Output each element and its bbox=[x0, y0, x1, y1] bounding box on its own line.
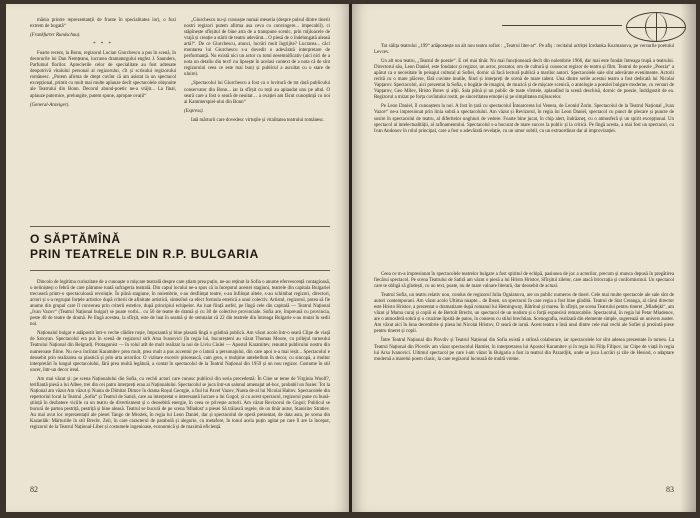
paragraph: Naționalul bulgar e adăpostit într-o veche clădire roșie, împozantă și bine plasată lîngă o grădină publică. Am văzut acolo într-o seară Clipe de viață de Saroyan. Spectacolul era pus în scenă de regizorul sirb Arsa Ivanovici (în regia lui, bucureșteni au văzut Thomas Moore, cu prilejul turneului Teatrului Național din Belgrad). Protagonist — în rolul atît de mult realizat la noi de Liviu Ciulei — Apostol Karamitev, renumit publicului nostru din numeroase filme. Nu ne-a încîntat Karamitev prea mult, prea mult a pus accentul pe o latură a personajului, din care apoi n-a mai ieșit... Spectacolul e deosebit prin realizarea sa plastică și prin arta actorilor. O vizitare excesiv pitorească, cam grea, o mulțime antebellum în decor, cu sincopă, a multor interpretări în lungul spectacolului, fără prea multă legătură, a contat în spectacolul de la Teatrul Național din 1959 și un nou regizor. Costume în stil uncer, într-un decor ireal. bbox=[30, 331, 330, 373]
left-page bbox=[6, 4, 350, 512]
left-top-column-1 bbox=[30, 18, 176, 112]
page-number: 82 bbox=[30, 485, 38, 494]
paragraph: Am mai văzut și: pe scena Naționalului din Sofia, cu vechii actori care cunosc publicul din seria precedentă: În Cine se teme de Virginia Woolf?, terifiantă piesă a lui Albee, trei din cei patru interpreți erau ai Naționalului. Spectacolul se juca într-un salonul amenajat ad-hoc, probabil un foaier. Tot la Național am văzut Am văzut și Nunta de Dimitar Dimov în drama Roșul Georgie, a fiul lui Pavel Vazov, Nunta de-al lui Nicolai Haitov. Spectacolele din repertoriul local la Teatrul „Sofia“ și Teatrul de Satiră, care au interpretat o interesantă lucrare a lui Gogol; și cu acest spectacol, regizorul pune cu bună-știință în dezbatere viciile ca un teatru de divertisment și o deosebită energie, în ceea ce privește actorii. Am văzut Revizorul de Gogol; Publicul se bucură de partea pestriță, pestriță și bine aleasă. Teatrul se bucură de pe scena 'Mladost' a piesei Să trăiască regele, de un tînăr autor, Stanislav Stratiev. Au mai avut loc reprezentații ale piesei Tango de Mrożek, în regia lui Leon Daniel, dar și spectacolul de operă prezentat, de data asta, pe scena din Kazanlăk: Mărturiile în stil Brecht. Zeii, în care caracterul de parabolă și alegorie, cu metafore, în tonul acela puțin agitat pe care îl are la început, regizorul de la Teatrul Național-Liber și costumele ingenioase, economică și de maximă eficiență. bbox=[30, 376, 330, 431]
page-edge-shadow bbox=[680, 4, 696, 512]
headline-line-2: PRIN TEATRELE DIN R.P. BULGARIA bbox=[30, 247, 259, 261]
section-separator: * * * bbox=[93, 42, 113, 48]
paragraph: Pe Leon Daniel, îl cunoaștem la noi. A fost în țară cu spectacolul Întoarcerea lui Venera, de Leonid Zorin. Spectacolul de la Teatrul Național „Ivan Vazov“ ne-a impresionat prin linia sobră a spectacolului. Am văzut și Revizorul, în regia lui Leon Daniel, spectacol cu punct de plecare și puncte de sosire în spectacolul de teatru, al diferitelor unghiuri de vedere. Foarte bine jucat, în chip alert, îndrăzneț, cu o atmosferă și un spirit excepțional. Un spectacol al intelectualității, al rafinamentului. Spectacolul s-a bucurat de mare succes la public și la critică. Pe lîngă acesta, a mai fost un spectacol, cu Ivan Andonov în rolul principal, care a fost o adevărată revelație, cu un umor subtil, cu un extraordinar dar al improvizației. bbox=[374, 104, 674, 134]
rule bbox=[30, 270, 330, 271]
paragraph: mânia printre reprezentanții de frunte în specialitatea lor), o fuzi extrem de bogată“ bbox=[30, 18, 176, 30]
paragraph: Iată mărturii care dovedesc virtuțile și vitalitatea teatrului românesc. bbox=[191, 117, 325, 123]
rule bbox=[30, 226, 330, 227]
paragraph: Între Teatrul Național din Plovdiv și Teatrul Național din Sofia există o strînsă colaborare, iar spectacolele lor sînt adesea prezentate în turneu. La Teatrul Național din Plovdiv am văzut spectacolul Hamlet, în interpretarea lui Apostol Karamitev și în regia lui Filip Filipov, iar Clipe de viață în regia lui Arsa Ivanovici. Ultimul spectacol pe care l-am văzut în Bulgaria a fost la teatrul din Pazardjik, unde se juca Lucrări și zile de Hesiod, o adaptare modernă a marelui poem clasic, la care regizorul lucrează de multă vreme. bbox=[374, 338, 674, 362]
source-citation: (Express). bbox=[184, 108, 204, 114]
paragraph: Tot sălița teatrului „199“ adăpostește un alt nou teatru sofiot : „Teatrul liter-ar“. Pe afiș : recitalul actriței Iordanka Kuzmanova, pe versurile poetului Levcev. bbox=[374, 44, 674, 56]
paragraph: Un alt nou teatru, „Teatrul de poezie“. E cel mai tînăr. Nu mai funcționează decît din noiembrie 1966, dar mai este fondat întreaga trupă a teatrului. Directorul său, Leon Daniel, este fondator și regizor, un actor, prozator, om de cultură și cunoscut regizor de teatru și film. Teatrul de poezie „Poezia“ a apărut ca o necesitate în peisajul cultural al Sofiei, dornic să facă lectură publică a marilor autori. Spectacolele sale sînt adevărate evenimente. Actorii recită cu o mare plăcere, fără cuvinte inutile, fiind și interpreți de scenă de mare talent. Una dintre serile acestui teatru a fost dedicată lui Nicolai Vapțarov. Spectacolul, aici prezentat la Sofia, o bogăție de imagini, de muzică și de mișcare scenică, o antologie a poeziei bulgare moderne, cu versuri de Vapțarov, Geo Milev, Hristo Botev și alții. Sala plină și un public de toate vîrstele, aplaudînd la scenă deschisă, dornic de poezie, îndrăgostit de ea. Regizorul a mizat pe forța cuvîntului rostit, pe sinceritatea emoției și pe simplitatea mijloacelor. bbox=[374, 59, 674, 101]
paragraph: Foarte recent, la Bonn, regizorul Lucian Giurchescu a pus în scenă, în decorurile lui Dan Nemțeanu, lucrarea dramaturgului englez J. Saunders, Parfumul florilor. Aprecierile celor de specialitate au fost adresate deopotrivă vitalului personal al regizorului, cît și scrisului regizorului românesc. „Putem afirma de drept cuvînt că am asistat la un spectacol excepțional, primit cu mult mai multe aplauze decît spectacolele obișnuite ale Teatrului din Bonn. Decorul abund-poetic ne-a vrăjit... La final, aplauze puternice, prelungite, putem spune, apropae ovații“ bbox=[30, 51, 176, 99]
paragraph: Dincolo de legitima curiozitate de a cunoaște o mișcare teatrală despre care știam prea puțin, ne-au reținut la Sofia o anume efervescență contagioasă, o nelinișteși o febră de care pătrunse toată sufrageria teatrală. Din capul locului ne-a spus că la începutul acestei stagiuni, teatrele din capitala Bulgariei trecuseră printr-o spectaculoasă revoluție. În plină stagiune, în noiembrie, s-au desființat teatre, s-au înființat altele, s-au schimbat regizori, directori, actori și s-a regrupat forțele artistice după criterii de afinitate artistică, sintezînd ca efect formula estetică a unui colectiv. Artistul, regizorul, putea să fie anume din grupul care îl convenea prin criterii estetice, după principiul echipelor. Au luat ființă astfel, pe lîngă cele din capitală — Teatrul Național „Ivan Vazov“ (Teatrul Național bulgar) se poate vorbi... cu 50 de teatre de dramă și cu 30 de colective provinciale. Sofia are, împreună cu provincia, peste 40 de teatre de dramă. Pe lîngă acestea, la sfîrșit, este de luat în seamă și de semnalat că 22 din teatrele din întreaga Bulgarie s-au mutat în sedii noi. bbox=[30, 280, 330, 328]
page-number: 83 bbox=[666, 485, 674, 494]
right-column-2 bbox=[374, 272, 674, 366]
right-page bbox=[352, 4, 696, 512]
source-citation: (General-Anzeiger). bbox=[30, 102, 70, 108]
paragraph: „Spectacolul lui Giurchescu a fost ca o lovitură de tot dară publicului conservator din Bonn... iar la sfîrșit cu toții au aplaudat unu pe altul. O seară care a fost o seară de neuitat… a ovației am făcut cunoștință cu noi ai Kammerspiel-ului din Bonn“ bbox=[184, 81, 330, 105]
article-headline bbox=[30, 232, 330, 262]
right-column-1 bbox=[374, 44, 674, 138]
source-citation: (Frankfurter Rundschau). bbox=[30, 33, 81, 39]
article-body bbox=[30, 280, 330, 434]
paragraph: „Giurchescu nu-și cunoaște numai meseria (despre pulsul dintre tinerii nostri regizori putem afirma asa ceva cu convingere... impecabil), ci stăpînește sfîrșitul de bine arta de a transpune scenic, prin mijloacele de vrajă și creație a stării de teatru adevărat... O piesă de o îndelungată aleasă artă!“. De ce Giurchescu, atunci, lucrări mult îngrijite? Lucrarea... căci montarea lui Giurchescu s-a dovedit o adevărată interpretare de performanță. Nu există nici un actor cu totul nesemnificativ (aici nici de a nota un detaliu din text! nu lipsește în acelasi context de a nota că de sînt regizorului ceea ce este mai bun) și publicul a ascultat cu o stare de uluire). bbox=[184, 18, 330, 78]
paragraph: Ceea ce m-a impresionat în spectacolele teatrelor bulgare a fost spiritul de echipă, pasiunea de joc a actorilor, precum și munca depusă în pregătirea fiecărui spectacol. Pe scena Teatrului de Satiră am văzut o piesă a lui Hristo Hristov, Sfîrșitul zilelor, care atacă birocrația și conformismul. Un spectacol care te obligă să gîndești, cu un text, poate, nu de mare valoare literară, dar deosebit de actual. bbox=[374, 272, 674, 290]
globe-icon bbox=[626, 12, 686, 42]
left-top-column-2 bbox=[184, 18, 330, 127]
paragraph: Teatrul Sofia, un teatru relativ nou, condus de regizorul Iulia Ognianova, are un public numeros de tineri. Cele mai multe spectacole ale sale sînt de autori contemporani. Am văzut acolo Ultima noapte... de Ibsen, un spectacol în care regia a fost bine gîndită. Teatrul de Stat Creanga, al cărui director este Hristo Hristov, a prezentat o dramatizare după romanul lui Hemingway, Bătrînul și marea. În sfîrșit, pe scena Teatrului pentru tineret „Mladejki“, am văzut și Mama curaj și copiii ei de Bertolt Brecht, un spectacol de un realism și o forță expresivă remarcabile. Spectacolul, în regia lui Petar Mladenov, are o atmosferă sobră și o cruzime lipsită de patos, în consens cu stilul brechtian. Scenografia, realizată din elemente simple, sugerează un univers auster. Am văzut aici în luna decembrie și piesa lui Nicolai Hristov, O seară de iarnă. Acest teatru e însă unul dintre cele mai vechi ale Sofiei și prezintă piese pentru tineret și copii. bbox=[374, 293, 674, 335]
headline-line-1: O SĂPTĂMÎNĂ bbox=[30, 232, 121, 246]
header-rule bbox=[502, 25, 622, 26]
magazine-spread bbox=[6, 4, 696, 512]
